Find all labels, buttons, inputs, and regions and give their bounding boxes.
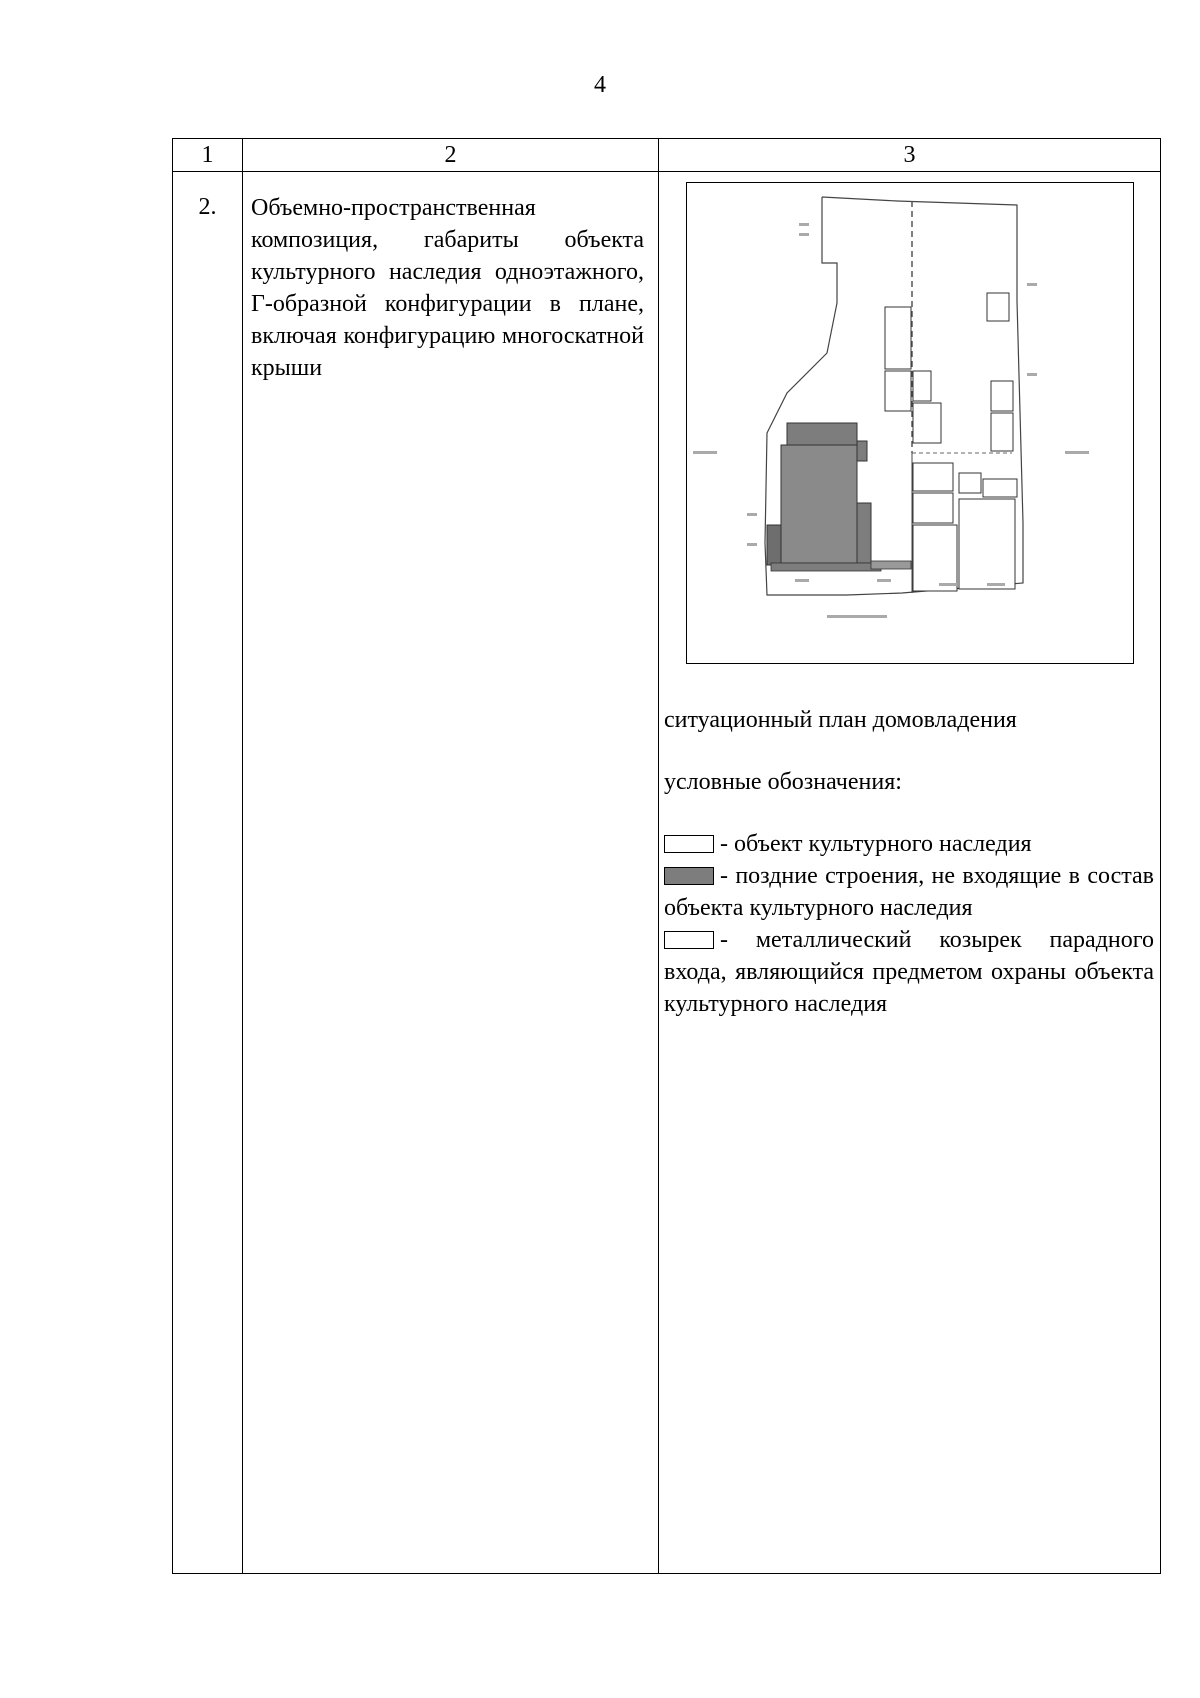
- legend-text: - поздние строения, не входящие в состав объекта культурного наследия: [664, 863, 1154, 921]
- legend-item-heritage-object: [664, 828, 1154, 860]
- legend-text: - объект культурного наследия: [720, 831, 1032, 857]
- row-number: 2.: [173, 172, 243, 1574]
- legend-item-late-buildings: [664, 860, 1154, 924]
- row-description: [243, 172, 659, 1574]
- situational-plan-image: [686, 182, 1134, 664]
- table-row: [173, 172, 1161, 1574]
- plan-caption: ситуационный план домовладения: [664, 707, 1017, 733]
- plan-cell: [659, 172, 1161, 1574]
- page-number: 4: [594, 72, 606, 98]
- description-text: Объемно-пространственная композиция, габариты объекта культурного наследия одноэтажного, Г-образной конфигурации в плане, включая конфигурацию многоскатной крыши: [251, 195, 644, 381]
- table-header-row: [173, 139, 1161, 172]
- legend-title: условные обозначения:: [664, 769, 902, 795]
- white-swatch-icon: [664, 835, 714, 853]
- column-header-3: 3: [659, 139, 1161, 172]
- legend: [664, 828, 1154, 1020]
- column-header-2: 2: [243, 139, 659, 172]
- legend-text: - металлический козырек парадного входа, являющийся предметом охраны объекта культурного наследия: [664, 927, 1154, 1017]
- legend-item-metal-canopy: [664, 924, 1154, 1020]
- protection-subject-table: [172, 138, 1161, 1574]
- column-header-1: 1: [173, 139, 243, 172]
- site-plan-drawing: [687, 183, 1133, 663]
- gray-swatch-icon: [664, 867, 714, 885]
- white-swatch-icon: [664, 931, 714, 949]
